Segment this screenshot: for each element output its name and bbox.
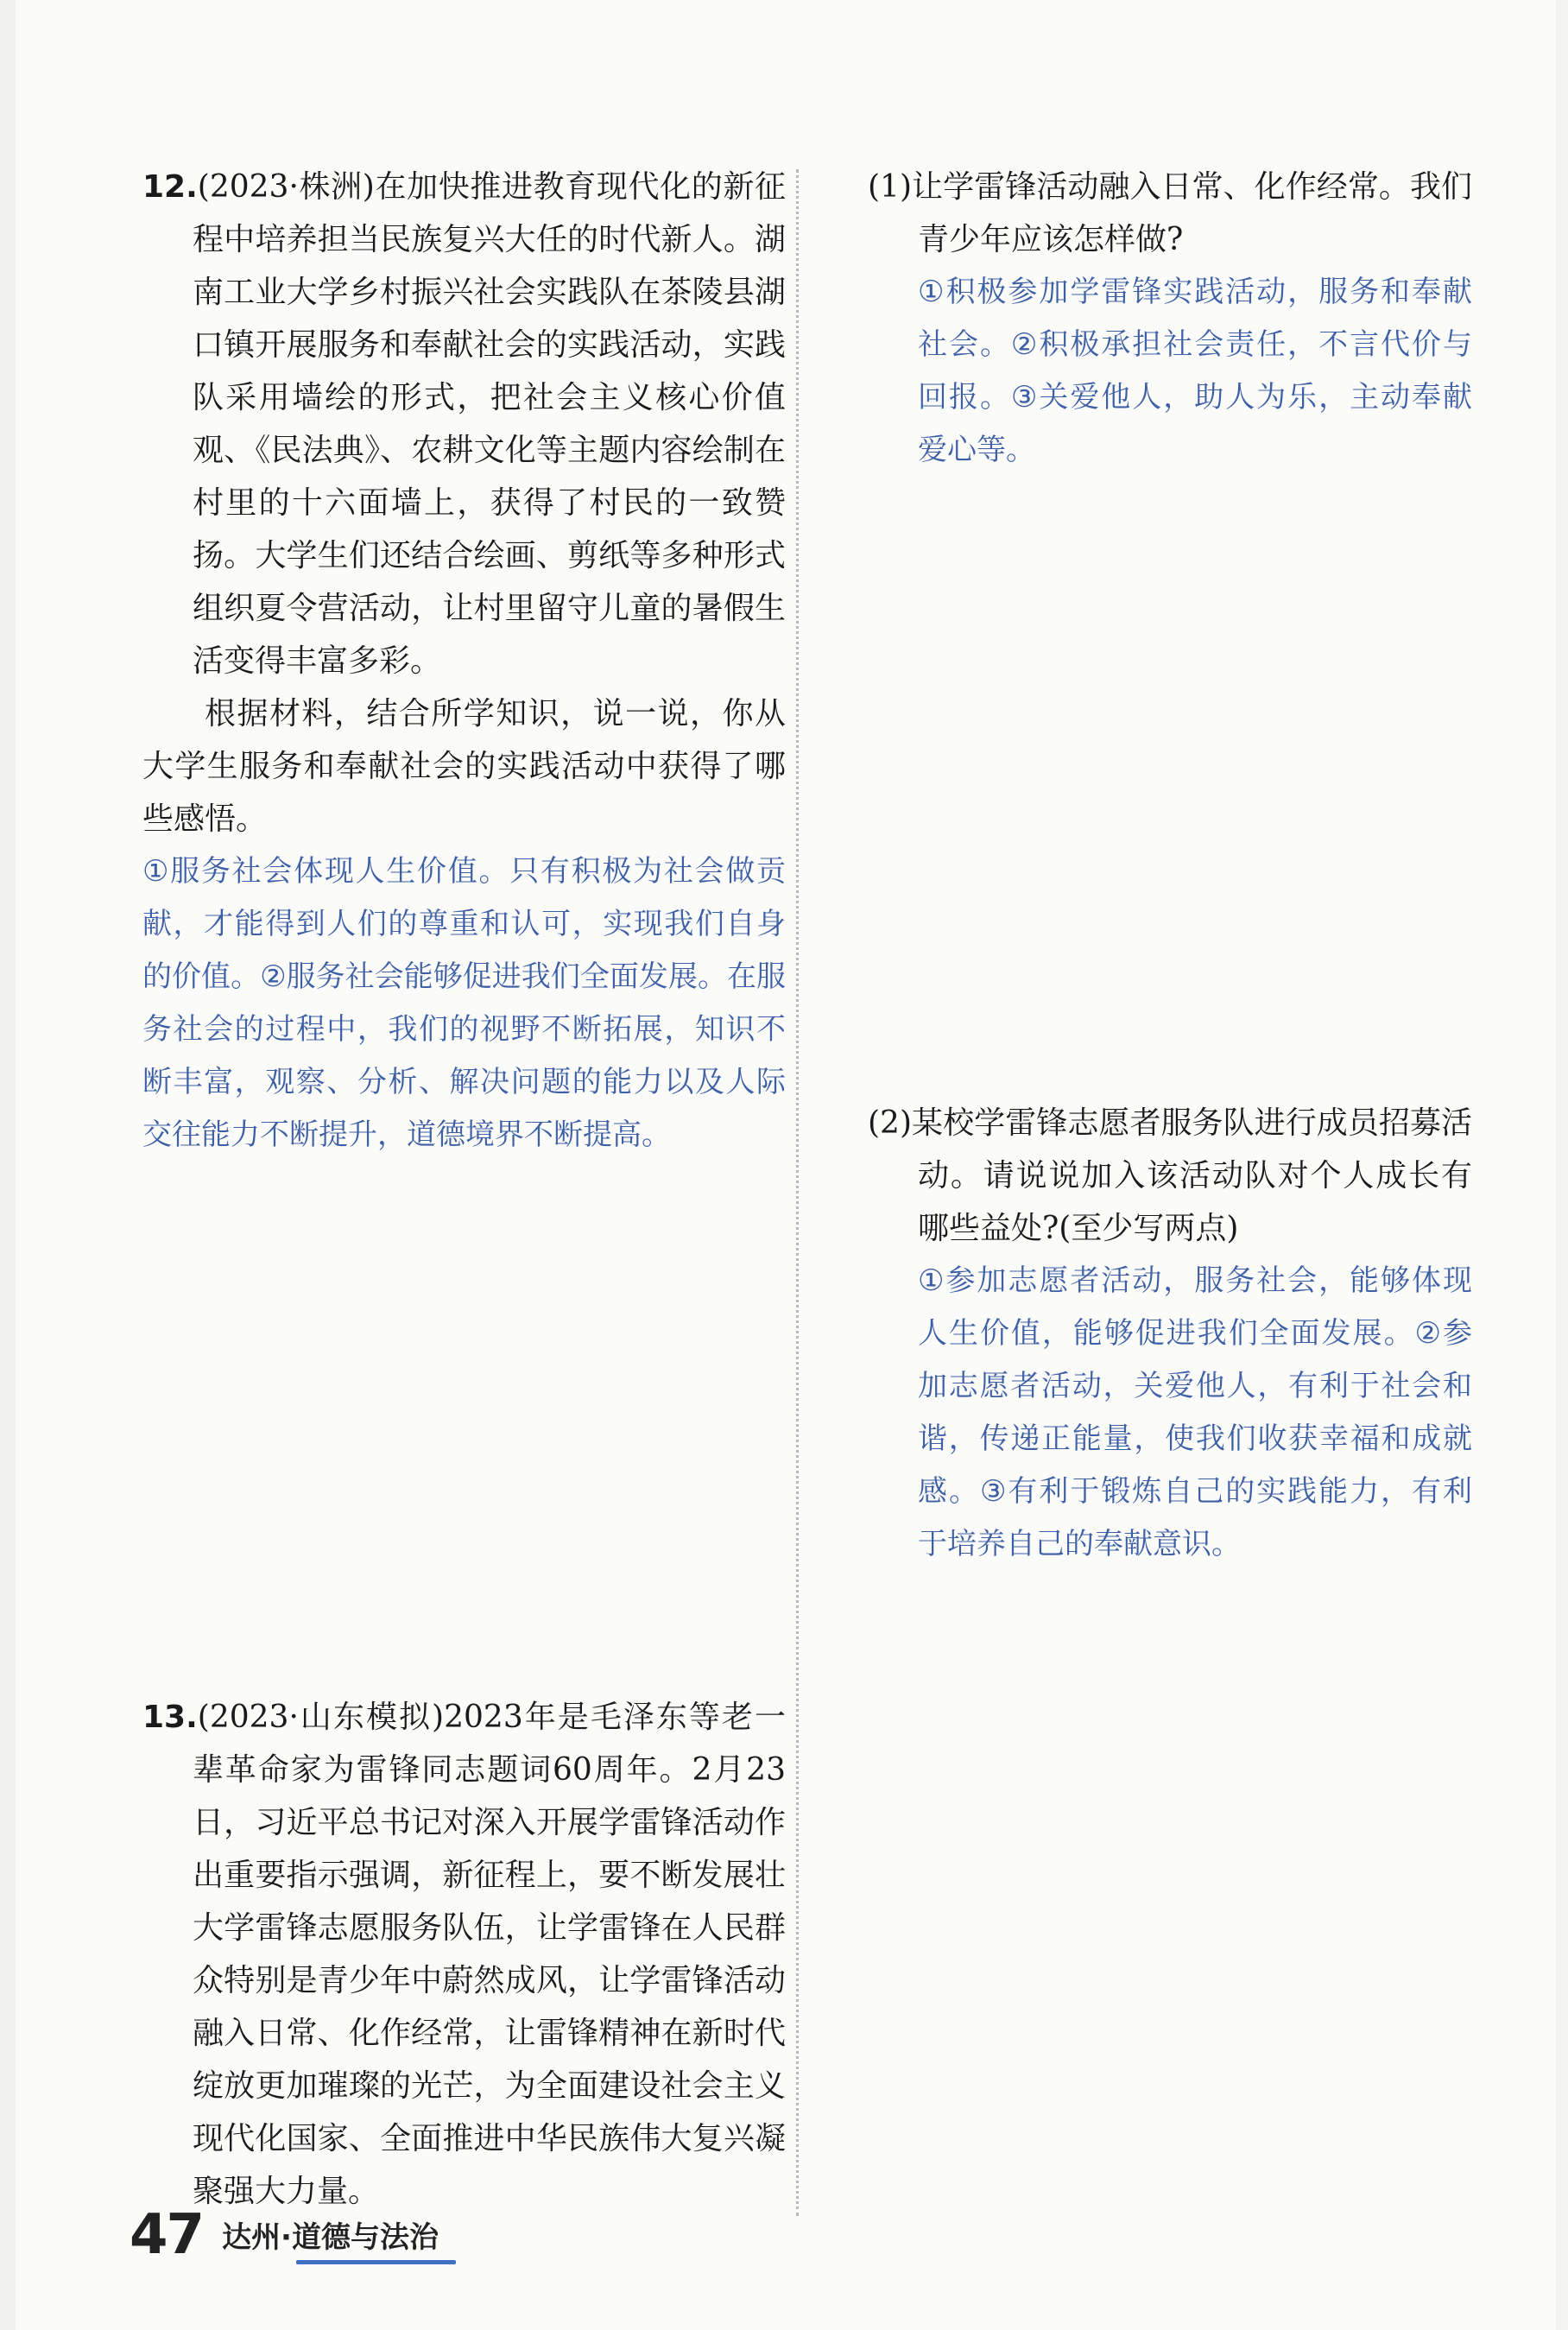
sub-2-question: (2)某校学雷锋志愿者服务队进行成员招募活动。请说说加入该活动队对个人成长有哪些益处?(至少写两点) [868, 1105, 1472, 1246]
question-13-number: 13. [142, 1700, 198, 1735]
question-13 [142, 1691, 786, 2218]
question-12-text: (2023·株洲)在加快推进教育现代化的新征程中培养担当民族复兴大任的时代新人。湖南工业大学乡村振兴社会实践队在茶陵县湖口镇开展服务和奉献社会的实践活动，实践队采用墙绘的形式，把社会主义核心价值观、《民法典》、农耕文化等主题内容绘制在村里的十六面墙上，获得了村民的一致赞扬。大学生们还结合绘画、剪纸等多种形式组织夏令营活动，让村里留守儿童的暑假生活变得丰富多彩。 [193, 169, 786, 679]
question-12 [142, 161, 786, 1162]
page-number: 47 [130, 2203, 204, 2267]
question-13-sub-2 [868, 1097, 1472, 1571]
page-footer [130, 2202, 439, 2267]
running-title [222, 2213, 439, 2256]
sub-1-question: (1)让学雷锋活动融入日常、化作经常。我们青少年应该怎样做? [868, 169, 1472, 257]
question-12-stem [142, 161, 786, 687]
question-12-answer: ①服务社会体现人生价值。只有积极为社会做贡献，才能得到人们的尊重和认可，实现我们自身的价值。②服务社会能够促进我们全面发展。在服务社会的过程中，我们的视野不断拓展，知识不断丰富，观察、分析、解决问题的能力以及人际交往能力不断提升，道德境界不断提高。 [142, 854, 786, 1152]
question-13-sub-1 [868, 161, 1472, 477]
running-title-underline [296, 2260, 456, 2264]
sub-1-answer: ①积极参加学雷锋实践活动，服务和奉献社会。②积极承担社会责任，不言代价与回报。③关爱他人，助人为乐，主动奉献爱心等。 [918, 275, 1472, 467]
sub-2-answer: ①参加志愿者活动，服务社会，能够体现人生价值，能够促进我们全面发展。②参加志愿者活动，关爱他人，有利于社会和谐，传递正能量，使我们收获幸福和成就感。③有利于锻炼自己的实践能力，有利于培养自己的奉献意识。 [918, 1263, 1472, 1561]
question-12-prompt: 根据材料，结合所学知识，说一说，你从大学生服务和奉献社会的实践活动中获得了哪些感悟。 [142, 696, 786, 837]
question-13-stem [142, 1691, 786, 2218]
column-divider [796, 169, 799, 2216]
running-title-text: 达州·道德与法治 [222, 2220, 439, 2255]
question-12-number: 12. [142, 169, 198, 205]
question-13-text: (2023·山东模拟)2023年是毛泽东等老一辈革命家为雷锋同志题词60周年。2月23日，习近平总书记对深入开展学雷锋活动作出重要指示强调，新征程上，要不断发展壮大学雷锋志愿服务队伍，让学雷锋在人民群众特别是青少年中蔚然成风，让学雷锋活动融入日常、化作经常，让雷锋精神在新时代绽放更加璀璨的光芒，为全面建设社会主义现代化国家、全面推进中华民族伟大复兴凝聚强大力量。 [193, 1700, 786, 2209]
